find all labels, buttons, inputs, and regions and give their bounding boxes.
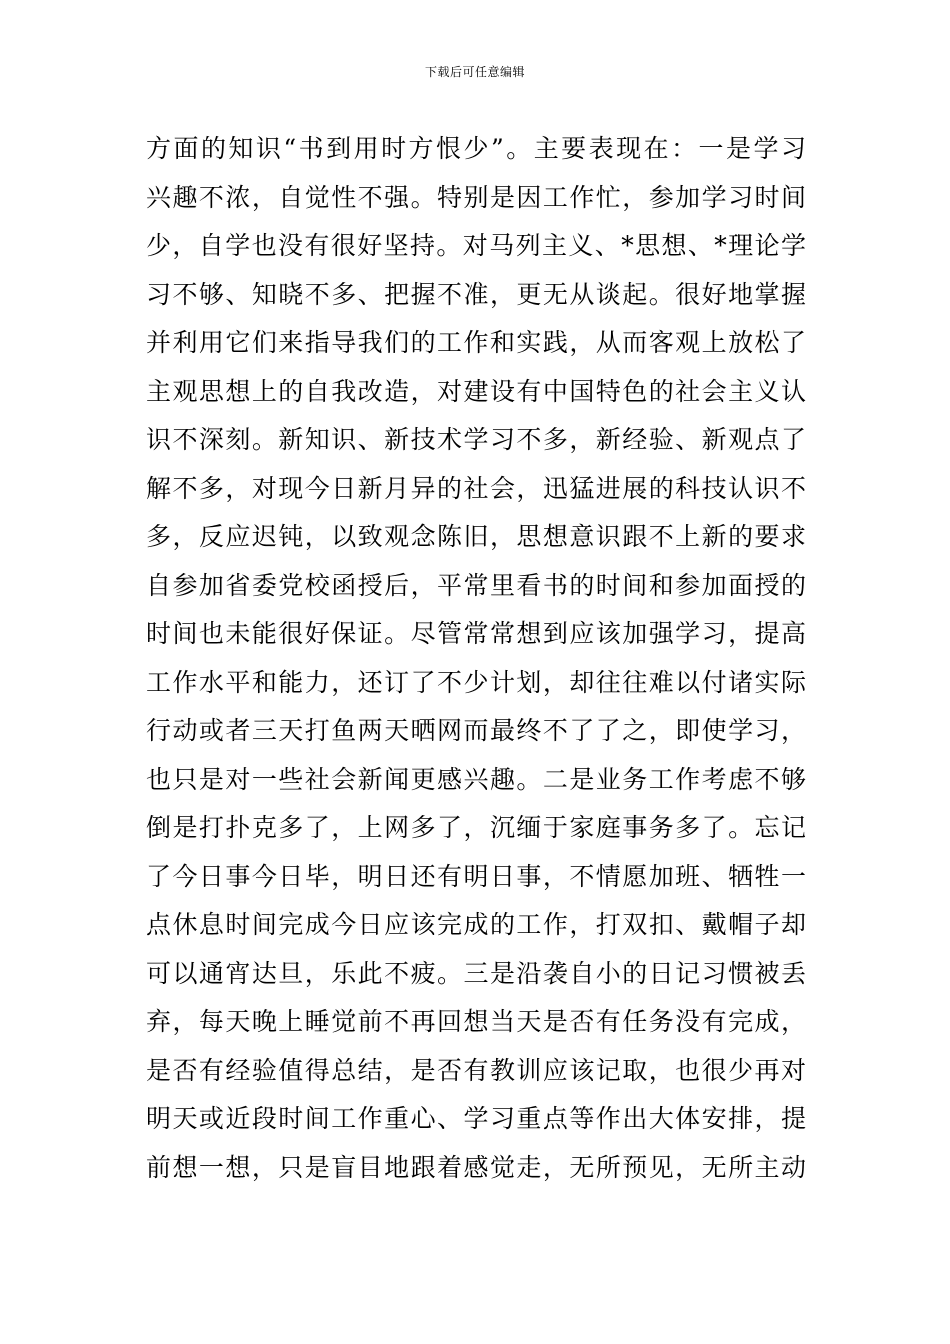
text-line: 也只是对一些社会新闻更感兴趣。二是业务工作考虑不够 [146, 764, 806, 794]
text-line: 习不够、知晓不多、把握不准，更无从谈起。很好地掌握 [146, 279, 806, 309]
text-line: 倒是打扑克多了，上网多了，沉缅于家庭事务多了。忘记 [146, 813, 806, 842]
text-line: 了今日事今日毕，明日还有明日事，不情愿加班、牺牲一 [146, 861, 806, 891]
text-line: 前想一想，只是盲目地跟着感觉走，无所预见，无所主动 [146, 1152, 806, 1182]
text-line: 可以通宵达旦，乐此不疲。三是沿袭自小的日记习惯被丢 [146, 958, 806, 988]
text-line: 少，自学也没有很好坚持。对马列主义、*思想、*理论学 [146, 231, 806, 260]
text-line: 行动或者三天打鱼两天晒网而最终不了了之，即使学习， [146, 716, 806, 745]
text-line: 并利用它们来指导我们的工作和实践，从而客观上放松了 [146, 328, 806, 357]
text-line: 时间也未能很好保证。尽管常常想到应该加强学习，提高 [146, 619, 806, 648]
text-line: 方面的知识“书到用时方恨少”。主要表现在：一是学习 [146, 134, 806, 163]
text-line: 明天或近段时间工作重心、学习重点等作出大体安排，提 [146, 1104, 806, 1133]
text-line: 点休息时间完成今日应该完成的工作，打双扣、戴帽子却 [146, 910, 806, 939]
page-header: 下载后可任意编辑 [424, 65, 525, 79]
text-line: 多，反应迟钝，以致观念陈旧，思想意识跟不上新的要求 [146, 522, 806, 551]
text-line: 工作水平和能力，还订了不少计划，却往往难以付诸实际 [146, 667, 806, 697]
body-text [146, 125, 806, 1192]
text-line: 识不深刻。新知识、新技术学习不多，新经验、新观点了 [146, 425, 806, 454]
text-line: 解不多，对现今日新月异的社会，迅猛进展的科技认识不 [146, 473, 806, 503]
text-line: 兴趣不浓，自觉性不强。特别是因工作忙，参加学习时间 [146, 182, 806, 212]
text-line: 是否有经验值得总结，是否有教训应该记取，也很少再对 [146, 1055, 806, 1085]
text-line: 主观思想上的自我改造，对建设有中国特色的社会主义认 [146, 376, 806, 406]
text-line: 弃，每天晚上睡觉前不再回想当天是否有任务没有完成， [146, 1007, 806, 1036]
text-line: 自参加省委党校函授后，平常里看书的时间和参加面授的 [146, 570, 806, 600]
